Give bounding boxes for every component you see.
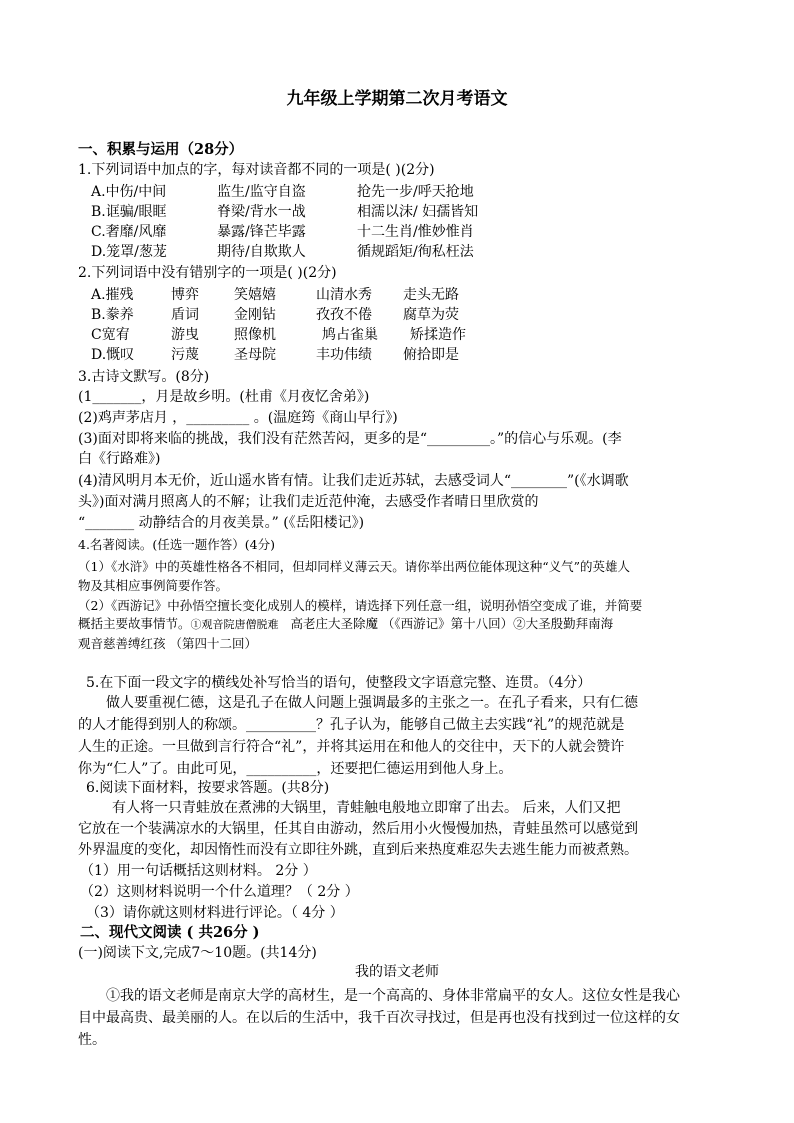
question-6-stem: 6.阅读下面材料，按要求答题。(共8分)	[86, 780, 330, 796]
question-6-material-1: 有人将一只青蛙放在煮沸的大锅里，青蛙触电般地立即窜了出去。 后来，人们又把	[112, 800, 621, 816]
poem-blank-3-cont: 白《行路难》)	[78, 451, 161, 467]
question-5-line-2: 的人才能得到别人的称颂。__________？孔子认为，能够自己做主去实践“礼”的规范就是	[78, 717, 625, 733]
option-a-col3: 笑嬉嬉	[234, 287, 276, 303]
question-6-sub-1: （1）用一句话概括这则材料。 2分 ）	[80, 863, 317, 879]
question-6-sub-2: （2）这则材料说明一个什么道理？（ 2分 ）	[80, 884, 359, 900]
option-c-col2: 暴露/锋芒毕露	[217, 224, 306, 240]
option-b-col3: 金刚钻	[234, 307, 276, 323]
poem-blank-3: (3)面对即将来临的挑战，我们没有茫然苦闷，更多的是“_________。”的信心与乐观。(李	[78, 431, 622, 447]
question-4-part1: （1）《水浒》中的英雄性格各不相同，但却同样义薄云天。请你举出两位能体现这种“义气”的英雄人	[78, 559, 630, 574]
question-4-part2-end: 观音慈善缚红孩 （第四十二回）	[78, 636, 257, 651]
question-5-stem: 5.在下面一段文字的横线处补写恰当的语句，使整段文字语意完整、连贯。（4分）	[86, 675, 592, 691]
option-b-col2: 盾词	[171, 307, 199, 323]
option-c-col1: C宽宥	[91, 327, 130, 343]
question-4-option-rest: 高老庄大圣除魔 （《西游记》第十八回）②大圣殷勤拜南海	[290, 616, 614, 631]
option-b-col5: 腐草为荧	[403, 307, 459, 323]
question-2-stem: 2.下列词语中没有错别字的一项是( )(2分)	[78, 265, 337, 281]
option-a-col3: 抢先一步/呼天抢地	[357, 184, 474, 200]
option-c-col3: 照像机	[234, 327, 276, 343]
option-d-col1: D.慨叹	[91, 347, 135, 363]
question-4-option-1: ①观音院唐僧脱难	[190, 618, 279, 631]
option-d-col1: D.笼罩/葱茏	[91, 244, 167, 260]
question-4-stem: 4.名著阅读。(任选一题作答）(4分)	[78, 537, 276, 552]
option-d-col3: 圣母院	[234, 347, 276, 363]
option-d-col2: 污蔑	[171, 347, 199, 363]
question-6-sub-3: （3）请你就这则材料进行评论。（ 4分 ）	[86, 905, 344, 921]
option-b-col4: 孜孜不倦	[316, 307, 372, 323]
question-1-stem: 1.下列词语中加点的字，每对读音都不同的一项是( )(2分)	[78, 162, 435, 178]
essay-title: 我的语文老师	[355, 964, 439, 980]
option-b-col1: B.豢养	[91, 307, 134, 323]
option-a-col2: 监生/监守自盗	[217, 184, 306, 200]
option-a-col1: A.摧残	[91, 287, 134, 303]
option-c-col1: C.奢靡/风靡	[91, 224, 167, 240]
question-4-part1-cont: 物及其相应事例简要作答。	[78, 578, 229, 593]
question-6-material-3: 外界温度的变化，却因惰性而没有立即往外跳，直到后来热度难忍失去逃生能力而被煮熟。	[78, 842, 638, 858]
option-d-col2: 期待/自欺欺人	[217, 244, 306, 260]
option-a-col2: 博弈	[171, 287, 199, 303]
option-b-col1: B.诓骗/眼眶	[91, 204, 167, 220]
poem-blank-1: (1_______，月是故乡明。(杜甫《月夜忆舍弟》)	[78, 389, 370, 405]
option-a-col4: 山清水秀	[316, 287, 372, 303]
section-heading: 二、现代文阅读 ( 共26分 )	[80, 924, 260, 941]
option-c-col2: 游曳	[171, 327, 199, 343]
reading-part-heading: (一)阅读下文,完成7～10题。(共14分)	[78, 945, 317, 961]
option-b-col2: 脊梁/背水一战	[217, 204, 306, 220]
question-4-part2-cont	[78, 614, 613, 635]
essay-paragraph-line-3: 性。	[78, 1032, 106, 1048]
option-a-col1: A.中伤/中间	[91, 184, 167, 200]
essay-paragraph-line-2: 目中最高贵、最美丽的人。在以后的生活中，我千百次寻找过，但是再也没有找到过一位这样的女	[78, 1010, 680, 1026]
option-a-col5: 走头无路	[403, 287, 459, 303]
question-4-part2-lead: 概括主要故事情节。	[78, 616, 191, 631]
option-d-col3: 循规蹈矩/徇私枉法	[357, 244, 474, 260]
question-4-part2: （2）《西游记》中孙悟空擅长变化成别人的模样，请选择下列任意一组，说明孙悟空变成了谁，并简要	[78, 598, 643, 613]
poem-blank-4-end: “_______ 动静结合的月夜美景。” (《岳阳楼记》)	[78, 515, 365, 531]
page-title: 九年级上学期第二次月考语文	[286, 89, 508, 109]
option-c-col5: 矫揉造作	[410, 327, 466, 343]
poem-blank-4: (4)清风明月本无价，近山遥水皆有情。让我们走近苏轼，去感受词人“________”(《水调歌	[78, 473, 629, 489]
option-c-col4: 鸠占雀巢	[322, 327, 378, 343]
option-d-col4: 丰功伟绩	[316, 347, 372, 363]
poem-blank-4-cont: 头》)面对满月照离人的不解；让我们走近范仲淹，去感受作者晴日里欣赏的	[78, 494, 539, 510]
essay-paragraph-line-1: ①我的语文老师是南京大学的高材生，是一个高高的、身体非常扁平的女人。这位女性是我心	[106, 988, 680, 1004]
question-6-material-2: 它放在一个装满凉水的大锅里，任其自由游动，然后用小火慢慢加热，青蛙虽然可以感觉到	[78, 821, 638, 837]
option-b-col3: 相濡以沫/ 妇孺皆知	[357, 204, 479, 220]
option-c-col3: 十二生肖/惟妙惟肖	[357, 224, 474, 240]
question-5-line-3: 人生的正途。一旦做到言行符合“礼”，并将其运用在和他人的交往中，天下的人就会赞许	[78, 739, 625, 755]
question-5-line-4: 你为“仁人”了。由此可见，__________，还要把仁德运用到他人身上。	[78, 761, 513, 777]
question-5-line-1: 做人要重视仁德，这是孔子在做人问题上强调最多的主张之一。在孔子看来，只有仁德	[106, 695, 638, 711]
option-d-col5: 俯拾即是	[403, 347, 459, 363]
poem-blank-2: (2)鸡声茅店月 ，_________ 。(温庭筠《商山早行》)	[78, 410, 398, 426]
section-heading: 一、积累与运用（28分）	[78, 141, 244, 158]
question-3-stem: 3.古诗文默写。(8分)	[78, 369, 210, 385]
